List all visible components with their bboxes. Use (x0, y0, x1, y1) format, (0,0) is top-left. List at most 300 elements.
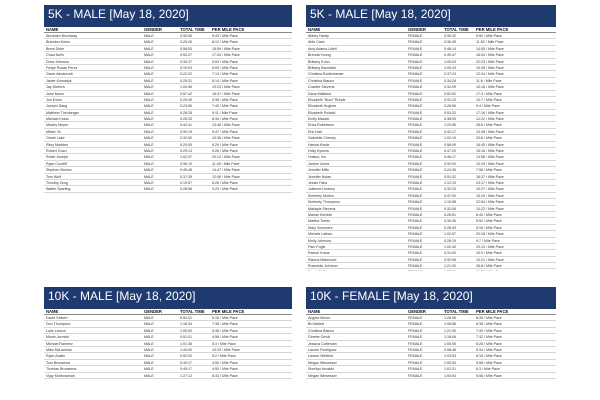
pace-cell: 14:47 / Mile Pace (212, 168, 240, 173)
pace-cell: 5:34 / Mile Pace (476, 347, 502, 352)
total-time-cell: 1:00:06 (180, 85, 192, 90)
total-time-cell: 0:28:56 (444, 104, 456, 109)
gender-cell: MALE (144, 180, 154, 185)
pace-cell: 26:6 / Mile Pace (476, 123, 502, 128)
gender-cell: MALE (144, 155, 154, 160)
runner-name-cell: Riley Madden (46, 142, 68, 147)
total-time-cell: 0:53:31 (180, 316, 192, 320)
gender-cell: MALE (144, 46, 154, 51)
total-time-cell: 0:24:36 (444, 168, 456, 173)
pace-cell: 7:36 / Mile Pace (212, 322, 238, 327)
total-time-cell: 1:21:00 (444, 328, 456, 333)
pace-cell: 13:38 / Mile Pace (476, 129, 504, 134)
total-time-cell: 0:37:35 (180, 174, 192, 179)
runner-name-cell: Javier Komadyk (46, 78, 72, 83)
gender-cell: FEMALE (408, 142, 423, 147)
total-time-cell: 0:46:17 (444, 155, 456, 160)
pace-cell: 12:08 / Mile Pace (212, 174, 240, 179)
total-time-cell: 0:42:41 (180, 123, 192, 128)
total-time-cell: 0:20:05 (180, 142, 192, 147)
pace-cell: 9:43 / Mile Pace (212, 34, 238, 38)
total-time-cell: 0:54:27 (180, 53, 192, 58)
gender-cell: MALE (144, 129, 154, 134)
pace-cell: 10:16 / Mile Pace (476, 85, 504, 90)
runner-name-cell: David Seibert (46, 316, 68, 320)
runner-name-cell: Rianna Mahmood (308, 257, 337, 262)
gender-cell: FEMALE (408, 347, 423, 352)
results-rows (44, 315, 292, 379)
pace-cell: 6:38 / Mile Pace (476, 322, 502, 327)
runner-name-cell: Gavin Almanrodt (46, 72, 73, 77)
gender-cell: MALE (144, 110, 154, 115)
runner-name-cell: Walter Sparling (46, 187, 71, 192)
pace-cell: 18:45 / Mile Pace (476, 142, 504, 147)
pace-cell: 9:52 / Mile Pace (476, 219, 502, 224)
total-time-cell: 0:19:57 (180, 180, 192, 185)
total-time-cell: 0:52:52 (444, 91, 456, 96)
pace-cell: 11:40 / Mile Pace (212, 161, 240, 166)
total-time-cell: 0:31:00 (444, 251, 456, 256)
pace-cell: 5:2 / Mile Pace (212, 354, 236, 359)
total-time-cell: 0:32:50 (180, 136, 192, 141)
runner-name-cell: Pam Fogle (308, 244, 326, 249)
total-time-cell: 1:02:37 (180, 155, 192, 160)
time-column-header: TOTAL TIME (444, 27, 469, 32)
gender-column-header: GENDER (408, 309, 426, 314)
results-rows (306, 33, 556, 271)
runner-name-cell: Erin Hart (308, 129, 323, 134)
total-time-cell: 1:21:00 (444, 264, 456, 269)
gender-cell: MALE (144, 59, 154, 64)
gender-cell: FEMALE (408, 257, 423, 262)
runner-name-cell: Jennifer Nolan (308, 174, 332, 179)
gender-cell: FEMALE (408, 155, 423, 160)
runner-name-cell: Timothy Zeng (46, 180, 68, 185)
runner-name-cell: Mike McLachlan (46, 347, 72, 352)
results-10k-female-panel (306, 287, 556, 393)
pace-cell: 6:28 / Mile Pace (476, 341, 502, 346)
table-row (44, 373, 292, 379)
pace-cell: 20:13 / Mile Pace (476, 244, 504, 249)
pace-cell: 4:50 / Mile Pace (212, 360, 238, 365)
runner-name-cell: Abbi Case (308, 40, 325, 45)
runner-name-cell: Brandon Kress (46, 40, 70, 45)
total-time-cell: 1:09:23 (444, 59, 456, 64)
pace-cell: 5:3 / Mile Pace (212, 341, 236, 346)
total-time-cell: 0:26:51 (444, 212, 456, 217)
runner-name-cell: Christina Bianco (308, 328, 335, 333)
gender-cell: FEMALE (408, 232, 423, 237)
gender-cell: FEMALE (408, 40, 423, 45)
pace-cell: 5:16 / Mile Pace (212, 316, 238, 320)
pace-cell: 9:16 / Mile Pace (476, 225, 502, 230)
gender-cell: MALE (144, 367, 154, 372)
runner-name-cell: Rachel Kraus (308, 251, 330, 256)
runner-name-cell: Amy Adams-Littell (308, 46, 337, 51)
pace-cell: 9:36 / Mile Pace (212, 97, 238, 102)
gender-cell: FEMALE (408, 316, 423, 320)
pace-cell: 19:35 / Mile Pace (476, 65, 504, 70)
runner-name-cell: Ginette Omoti (308, 335, 331, 340)
runner-name-cell: Brenda Young (308, 53, 331, 58)
total-time-cell: 0:30:32 (444, 34, 456, 38)
runner-name-cell: Lauren Winfield (308, 354, 333, 359)
total-time-cell: 0:28:43 (444, 225, 456, 230)
pace-cell: 10:19 / Mile Pace (476, 161, 504, 166)
pace-cell: 14:56 / Mile Pace (476, 155, 504, 160)
total-time-cell: 0:58:09 (444, 142, 456, 147)
results-rows (306, 315, 556, 379)
gender-cell: MALE (144, 40, 154, 45)
pace-cell: 16:37 / Mile Pace (476, 174, 504, 179)
table-row (306, 269, 556, 271)
total-time-cell: 1:03:53 (444, 354, 456, 359)
pace-cell: 18:37 / Mile Pace (212, 91, 240, 96)
gender-cell: MALE (144, 104, 154, 109)
total-time-cell: 0:49:47 (444, 53, 456, 58)
total-time-cell: 0:42:17 (444, 129, 456, 134)
gender-cell: FEMALE (408, 91, 423, 96)
gender-cell: FEMALE (408, 129, 423, 134)
gender-cell: MALE (144, 91, 154, 96)
gender-cell: MALE (144, 72, 154, 77)
gender-cell: MALE (144, 65, 154, 70)
total-time-cell: 1:00:54 (444, 373, 456, 378)
pace-cell: 5:58 / Mile Pace (476, 360, 502, 365)
panel-title: 5K - MALE [May 18, 2020] (306, 5, 556, 24)
gender-cell: MALE (144, 373, 154, 378)
runner-name-cell: Jessie Fabs (308, 180, 328, 185)
pace-cell: 5:58 / Mile Pace (476, 373, 502, 378)
total-time-cell: 0:36:45 (444, 40, 456, 45)
pace-column-header: PER MILE PACE (476, 309, 509, 314)
pace-cell: 6:09 / Mile Pace (212, 65, 238, 70)
total-time-cell: 1:10:58 (444, 200, 456, 205)
total-time-cell: 0:22:22 (180, 72, 192, 77)
pace-cell: 9:20 / Mile Pace (212, 187, 238, 192)
gender-cell: FEMALE (408, 136, 423, 141)
name-column-header: NAME (308, 27, 321, 32)
pace-cell: 8:33 / Mile Pace (212, 373, 238, 378)
total-time-cell: 0:30:37 (180, 59, 192, 64)
total-time-cell: 1:28:55 (444, 316, 456, 320)
gender-cell: FEMALE (408, 53, 423, 58)
gender-cell: MALE (144, 85, 154, 90)
gender-column-header: GENDER (408, 27, 426, 32)
runner-name-cell: Kimberly Thompson (308, 200, 340, 205)
total-time-cell: 0:29:45 (180, 97, 192, 102)
gender-cell: FEMALE (408, 341, 423, 346)
pace-cell: 8:34 / Mile Pace (212, 117, 238, 122)
total-time-cell: 0:38:00 (444, 117, 456, 122)
gender-cell: FEMALE (408, 78, 423, 83)
runner-name-cell: Sherilyn Arnaldo (308, 367, 335, 372)
runner-name-cell: Jennifer Mills (308, 168, 329, 173)
pace-cell: 11:52 / Mile Pace (476, 40, 504, 45)
total-time-cell: 0:26:33 (180, 117, 192, 122)
total-time-cell: 0:23:56 (180, 104, 192, 109)
pace-cell: 9:53 / Mile Pace (212, 59, 238, 64)
total-time-cell: 1:02:57 (444, 232, 456, 237)
total-time-cell: 0:58:48 (444, 347, 456, 352)
gender-cell: MALE (144, 174, 154, 179)
pace-column-header: PER MILE PACE (212, 27, 245, 32)
pace-cell: 17:3 / Mile Pace (476, 91, 502, 96)
gender-cell: FEMALE (408, 328, 423, 333)
runner-name-cell: Megan Wiesesser (308, 373, 337, 378)
runner-name-cell: Thomas Brunsema (46, 367, 77, 372)
gender-cell: MALE (144, 316, 154, 320)
total-time-cell: 0:37:24 (444, 72, 456, 77)
pace-cell: 9:47 / Mile Pace (212, 129, 238, 134)
pace-cell: 4:50 / Mile Pace (212, 367, 238, 372)
runner-name-cell: Kimberly Molton (308, 193, 334, 198)
runner-name-cell: Mary Sommers (308, 225, 333, 230)
gender-cell: FEMALE (408, 238, 423, 243)
pace-cell: 22:54 / Mile Pace (476, 200, 504, 205)
total-time-cell: 0:46:14 (444, 46, 456, 51)
pace-cell: 10:0 / Mile Pace (476, 251, 502, 256)
total-time-cell: 0:28:19 (444, 238, 456, 243)
pace-cell: 6:15 / Mile Pace (476, 354, 502, 359)
total-time-cell: 0:32:06 (444, 257, 456, 262)
gender-cell: MALE (144, 187, 154, 192)
pace-cell: 10:27 / Mile Pace (476, 187, 504, 192)
pace-column-header: PER MILE PACE (476, 27, 509, 32)
pace-cell: 17:16 / Mile Pace (476, 110, 504, 115)
total-time-cell: 1:00:54 (444, 360, 456, 365)
pace-cell: 20:6 / Mile Pace (476, 136, 502, 141)
gender-cell: FEMALE (408, 168, 423, 173)
runner-name-cell: Janine Jones (308, 161, 330, 166)
gender-cell: MALE (144, 142, 154, 147)
gender-cell: FEMALE (408, 59, 423, 64)
total-time-cell: 0:51:01 (180, 335, 192, 340)
total-time-cell: 0:30:19 (180, 129, 192, 134)
total-time-cell: 1:02:31 (444, 367, 456, 372)
gender-cell: FEMALE (408, 110, 423, 115)
pace-cell: 6:26 / Mile Pace (212, 180, 238, 185)
pace-cell: 10:21 / Mile Pace (476, 257, 504, 262)
total-time-cell: 0:30:36 (444, 219, 456, 224)
pace-cell: 9:50 / Mile Pace (476, 34, 502, 38)
runner-name-cell: Makayla Stevens (308, 206, 336, 211)
total-time-cell: 1:18:34 (180, 322, 192, 327)
runner-name-cell: Joseph Dang (46, 104, 68, 109)
runner-name-cell: Michael Kraus (46, 117, 69, 122)
total-time-cell: 0:32:23 (444, 187, 456, 192)
name-column-header: NAME (308, 309, 321, 314)
total-time-cell: 1:40:00 (180, 347, 192, 352)
runner-name-cell: Martha Torres (308, 219, 331, 224)
runner-name-cell: Cosette Stevens (308, 85, 335, 90)
pace-cell: 15:10 / Mile Pace (476, 193, 504, 198)
pace-cell: 6:3 / Mile Pace (476, 367, 500, 372)
name-column-header: NAME (46, 27, 59, 32)
runner-name-cell: Brittany Barnickle (308, 65, 336, 70)
total-time-cell: 0:47:00 (444, 193, 456, 198)
gender-cell: FEMALE (408, 161, 423, 166)
pace-cell: 6:29 / Mile Pace (212, 142, 238, 147)
runner-name-cell: Ruscinda Johnson (308, 264, 338, 269)
total-time-cell: 0:28:56 (180, 187, 192, 192)
total-time-cell: 0:19:03 (180, 65, 192, 70)
pace-cell: 7:32 / Mile Pace (476, 335, 502, 340)
total-time-cell: 1:12:10 (444, 180, 456, 185)
total-time-cell: 1:18:06 (444, 335, 456, 340)
pace-cell: 10:33 / Mile Pace (212, 347, 240, 352)
pace-cell: 4:56 / Mile Pace (212, 335, 238, 340)
pace-cell: 7:56 / Mile Pace (476, 168, 502, 173)
gender-cell: MALE (144, 34, 154, 38)
total-time-cell: 0:34:28 (444, 78, 456, 83)
pace-cell: 10:7 / Mile Pace (476, 97, 502, 102)
gender-column-header: GENDER (144, 309, 162, 314)
pace-cell: 8:14 / Mile Pace (212, 78, 238, 83)
runner-name-cell: Ryan Cundiff (46, 161, 67, 166)
runner-name-cell: Elizabeth Hughes (308, 104, 337, 109)
pace-cell: 8:12 / Mile Pace (212, 40, 238, 45)
pace-column-header: PER MILE PACE (212, 309, 245, 314)
gender-cell: FEMALE (408, 251, 423, 256)
pace-cell: 16:04 / Mile Pace (476, 53, 504, 58)
runner-name-cell: Lauren Rodriguez (308, 347, 337, 352)
pace-cell: 19:23 / Mile Pace (212, 85, 240, 90)
gender-cell: FEMALE (408, 187, 423, 192)
total-time-cell: 1:02:19 (444, 136, 456, 141)
runner-name-cell: Christina Bodenhamer (308, 72, 344, 77)
gender-cell: FEMALE (408, 180, 423, 185)
gender-cell: FEMALE (408, 46, 423, 51)
total-time-cell: 0:58:53 (180, 46, 192, 51)
gender-cell: FEMALE (408, 360, 423, 365)
runner-name-cell: Jon Exton (46, 97, 62, 102)
gender-cell: MALE (144, 53, 154, 58)
gender-cell: MALE (144, 347, 154, 352)
gender-cell: FEMALE (408, 367, 423, 372)
pace-cell: 5:48 / Mile Pace (212, 328, 238, 333)
runner-name-cell: Hutson, Inc (308, 155, 327, 160)
gender-cell: FEMALE (408, 206, 423, 211)
runner-name-cell: Erica Robertson (308, 123, 334, 128)
table-row (44, 186, 292, 192)
gender-cell: FEMALE (408, 264, 423, 269)
total-time-cell: 1:01:38 (180, 341, 192, 346)
runner-name-cell: Micah Jormich (46, 335, 70, 340)
total-time-cell: 0:28:28 (180, 110, 192, 115)
pace-cell: 17:34 / Mile Pace (212, 53, 240, 58)
runner-name-cell: Mariah Kemble (308, 212, 333, 217)
results-rows (44, 33, 292, 193)
results-10k-male-panel (44, 287, 292, 393)
runner-name-cell: Abraham Brockway (46, 34, 78, 38)
runner-name-cell: Megan Wiesesser (308, 360, 337, 365)
gender-cell: MALE (144, 117, 154, 122)
gender-cell: FEMALE (408, 117, 423, 122)
gender-cell (408, 269, 444, 271)
total-time-cell: 0:31:23 (444, 97, 456, 102)
pace-cell: 9:26 / Mile Pace (212, 149, 238, 154)
pace-cell: 26:8 / Mile Pace (476, 264, 502, 269)
gender-cell: MALE (144, 322, 154, 327)
total-time-cell: 1:05:55 (444, 341, 456, 346)
total-time-cell: 1:02:40 (444, 244, 456, 249)
total-time-cell: 0:32:00 (444, 161, 456, 166)
time-column-header: TOTAL TIME (180, 309, 205, 314)
gender-cell: FEMALE (408, 149, 423, 154)
gender-cell: MALE (144, 97, 154, 102)
total-time-cell: 1:00:43 (444, 65, 456, 70)
runner-name-cell: Michael Ramirez (46, 341, 73, 346)
runner-name-cell: Michele Lathan (308, 232, 333, 237)
pace-cell: 10:22 / Mile Pace (476, 206, 504, 211)
pace-cell: 7:49 / Mile Pace (476, 328, 502, 333)
runner-name-cell: Angela Moore (308, 316, 331, 320)
gender-cell: MALE (144, 354, 154, 359)
results-5k-female-panel (306, 5, 556, 271)
gender-cell: FEMALE (408, 212, 423, 217)
gender-cell: FEMALE (408, 200, 423, 205)
total-time-cell: 0:49:17 (180, 360, 192, 365)
total-time-cell: 0:32:08 (444, 206, 456, 211)
runner-name-cell: Emily Macker (308, 117, 330, 122)
total-time-cell: 0:52:00 (180, 354, 192, 359)
name-column-header: NAME (46, 309, 59, 314)
gender-cell: FEMALE (408, 225, 423, 230)
gender-cell: FEMALE (408, 34, 423, 38)
runner-name-cell: Jay Dietrich (46, 85, 65, 90)
runner-name-cell: Elizabeth "Bizzi" Rohde (308, 97, 346, 102)
total-time-cell: 0:47:20 (444, 149, 456, 154)
gender-cell: FEMALE (408, 335, 423, 340)
pace-cell: 15:16 / Mile Pace (476, 149, 504, 154)
pace-cell: 12:04 / Mile Pace (476, 72, 504, 77)
runner-name-cell: Hanna Kincle (308, 142, 330, 147)
pace-cell: 12:22 / Mile Pace (476, 117, 504, 122)
runner-name-cell: Robin Joseph (46, 155, 68, 160)
runner-name-cell: John Mann (46, 91, 64, 96)
total-time-cell: 1:27:12 (180, 373, 192, 378)
total-time-cell: 1:00:00 (180, 328, 192, 333)
pace-cell: 9:7 / Mile Pace (476, 238, 500, 243)
runner-name-cell: Chad Nolin (46, 53, 64, 58)
total-time-cell (444, 269, 476, 271)
pace-cell: 10:36 / Mile Pace (212, 136, 240, 141)
pace-cell (476, 269, 556, 271)
runner-name-cell: Holly Kyness (308, 149, 329, 154)
pace-cell: 9:11 / Mile Pace (212, 110, 238, 115)
runner-name-cell: Stephen Morton (46, 168, 72, 173)
total-time-cell: 0:29:13 (180, 149, 192, 154)
runner-name-cell: Bri Mallett (308, 322, 324, 327)
gender-cell: MALE (144, 360, 154, 365)
runner-name-cell: Mister Ye (46, 129, 61, 134)
pace-cell: 7:13 / Mile Pace (212, 72, 238, 77)
total-time-cell: 0:30:06 (180, 34, 192, 38)
runner-name-cell (306, 269, 408, 271)
gender-cell: MALE (144, 328, 154, 333)
gender-cell: MALE (144, 123, 154, 128)
runner-name-cell: Tom Brunsema (46, 360, 71, 365)
runner-name-cell: Ryan Austin (46, 354, 66, 359)
pace-cell: 7:43 / Mile Pace (212, 104, 238, 109)
results-5k-male-panel (44, 5, 292, 271)
gender-cell: MALE (144, 161, 154, 166)
pace-cell: 13:46 / Mile Pace (212, 123, 240, 128)
total-time-cell: 0:32:09 (444, 85, 456, 90)
runner-name-cell: Brent Dube (46, 46, 65, 51)
runner-name-cell: Felipe Rosas Perez (46, 65, 78, 70)
